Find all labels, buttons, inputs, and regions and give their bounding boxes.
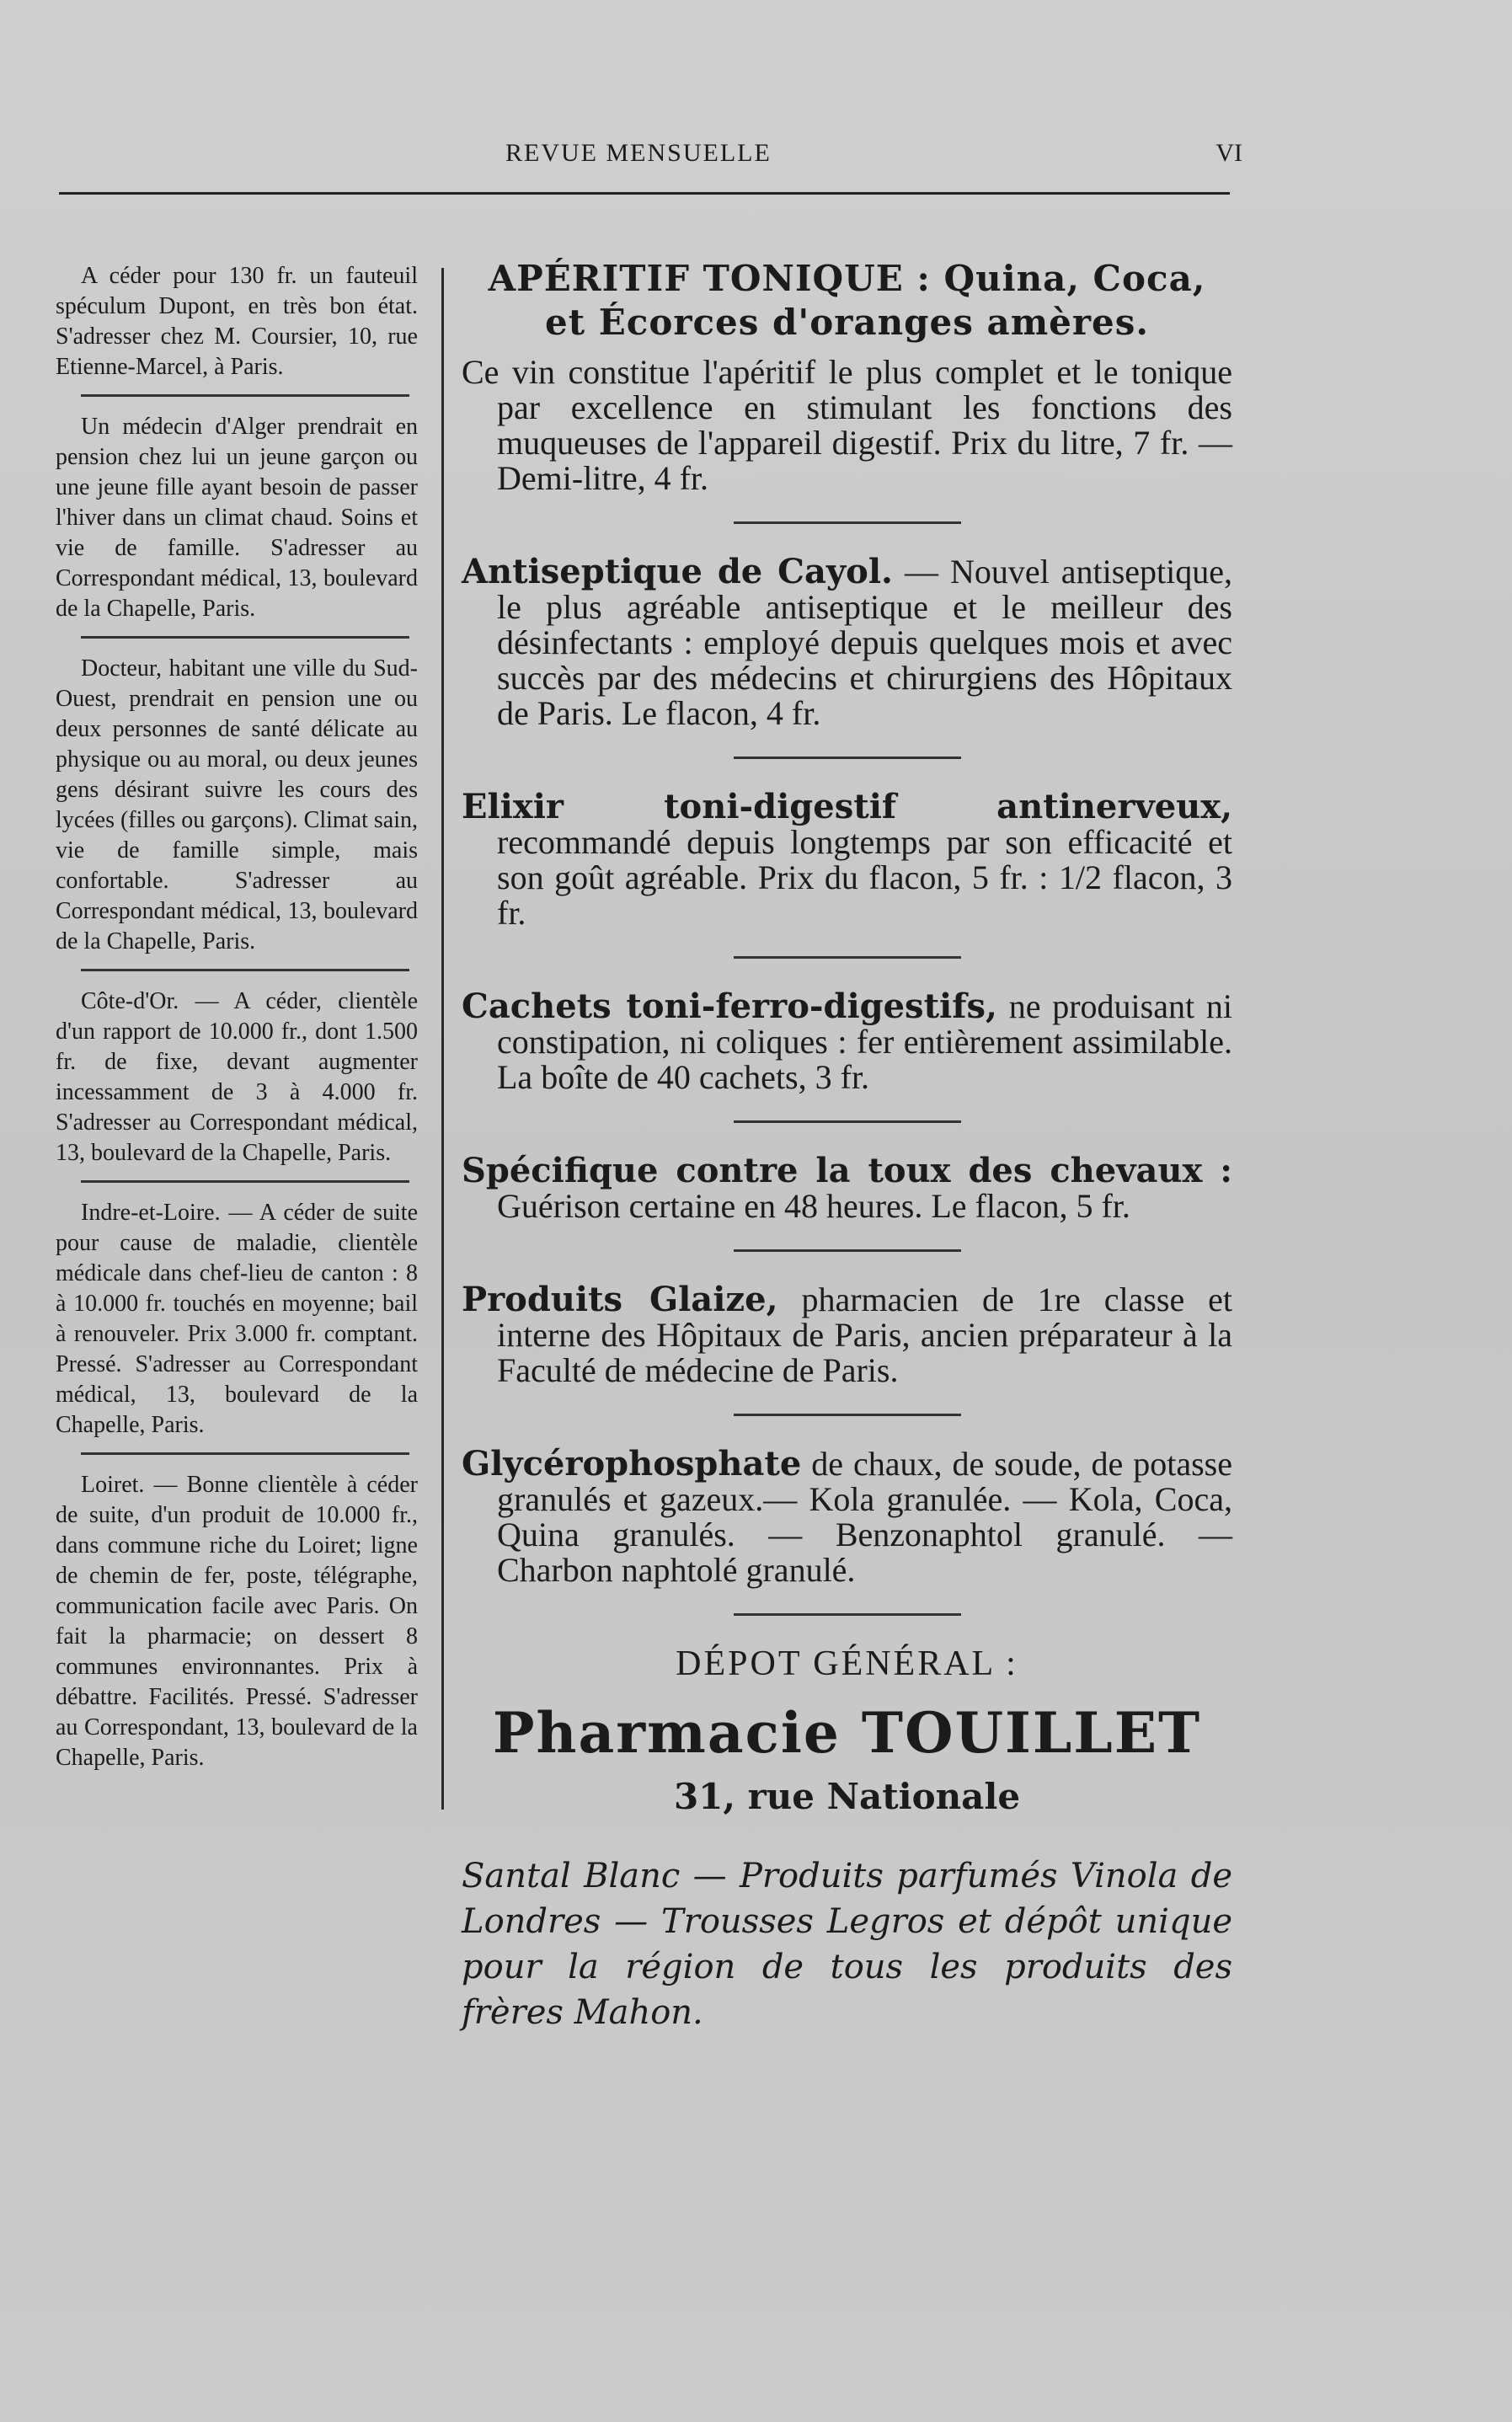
product-ad bbox=[462, 789, 1232, 931]
product-ad bbox=[462, 986, 1233, 1096]
aperitif-title-line: et Écorces d'oranges amères. bbox=[544, 302, 1149, 343]
product-name: Elixir toni-digestif antinerveux, bbox=[462, 787, 1232, 826]
pharmacy-name: Pharmacie TOUILLET bbox=[492, 1700, 1202, 1766]
product-ad bbox=[462, 1282, 1232, 1388]
advertisements-column bbox=[462, 257, 1232, 2069]
product-description: pharmacien de 1re classe et interne des Hôpitaux de Paris, ancien préparateur à la Faculté de médecine de Paris. bbox=[497, 1281, 1233, 1389]
classified-ad: Indre-et-Loire. — A céder de suite pour cause de maladie, clientèle médicale dans chef-lieu de canton : 8 à 10.000 fr. touchés en moyenne; bail à renouveler. Prix 3.000 fr. comptant. Pressé. S'adresser au Correspondant médical, 13, boulevard de la Chapelle, Paris. bbox=[56, 1200, 418, 1438]
aperitif-description: Ce vin constitue l'apéritif le plus complet et le tonique par excellence en stimulant les fonctions des muqueuses de l'appareil digestif. Prix du litre, 7 fr. — Demi-litre, 4 fr. bbox=[462, 353, 1232, 497]
product-name: Cachets toni-ferro-digestifs, bbox=[462, 986, 997, 1026]
page-number: VI bbox=[1215, 139, 1242, 167]
running-title: REVUE MENSUELLE bbox=[505, 139, 772, 167]
ad-separator bbox=[734, 1414, 961, 1416]
classified-ad: Docteur, habitant une ville du Sud-Ouest, prendrait en pension une ou deux personnes de santé délicate au physique ou au moral, ou deux jeunes gens désirant suivre les cours des lycées (filles ou garçons). Climat sain, vie de famille simple, mais confortable. S'adresser au Correspondant médical, 13, boulevard de la Chapelle, Paris. bbox=[56, 655, 418, 954]
classified-ad: A céder pour 130 fr. un fauteuil spéculum Dupont, en très bon état. S'adresser chez M. Coursier, 10, rue Etienne-Marcel, à Paris. bbox=[56, 263, 418, 380]
product-description: ne produisant ni constipation, ni coliques : fer entièrement assimilable. La boîte de 40 cachets, 3 fr. bbox=[497, 987, 1233, 1096]
page-header bbox=[59, 139, 1242, 173]
header-rule bbox=[59, 192, 1230, 195]
ad-separator bbox=[81, 969, 409, 971]
product-ad bbox=[462, 1446, 1232, 1588]
classified-ad: Côte-d'Or. — A céder, clientèle d'un rapport de 10.000 fr., dont 1.500 fr. de fixe, devant augmenter incessamment de 3 à 4.000 fr. S'adresser au Correspondant médical, 13, boulevard de la Chapelle, Paris. bbox=[56, 988, 418, 1166]
ad-separator bbox=[734, 1120, 961, 1123]
product-name: Produits Glaize, bbox=[462, 1280, 778, 1319]
product-description: — Nouvel antiseptique, le plus agréable antiseptique et le meilleur des désinfectants : employé depuis quelques mois et avec succès par des médecins et chirurgiens des Hôpitaux de Paris. Le flacon, 4 fr. bbox=[497, 553, 1232, 732]
column-divider bbox=[441, 268, 444, 1810]
ad-separator bbox=[81, 394, 409, 397]
ad-separator bbox=[734, 1249, 961, 1252]
classified-ads-column bbox=[56, 261, 418, 1780]
product-description: de chaux, de soude, de potasse granulés et gazeux.— Kola granulée. — Kola, Coca, Quina granulés. — Benzonaphtol granulé. — Charbon naphtolé granulé. bbox=[497, 1445, 1232, 1589]
depot-label: DÉPOT GÉNÉRAL : bbox=[676, 1644, 1018, 1683]
product-ad bbox=[462, 1153, 1232, 1224]
pharmacy-products: Santal Blanc — Produits parfumés Vinola de Londres — Trousses Legros et dépôt unique pour la région de tous les produits des frères Mahon. bbox=[462, 1857, 1232, 2032]
classified-ad: Loiret. — Bonne clientèle à céder de suite, d'un produit de 10.000 fr., dans commune riche du Loiret; ligne de chemin de fer, poste, télégraphe, communication facile avec Paris. On fait la pharmacie; on dessert 8 communes environnantes. Prix à débattre. Facilités. Pressé. S'adresser au Correspondant, 13, boulevard de la Chapelle, Paris. bbox=[56, 1472, 418, 1771]
pharmacy-address: 31, rue Nationale bbox=[673, 1776, 1021, 1817]
aperitif-title-line: APÉRITIF TONIQUE : Quina, Coca, bbox=[488, 258, 1206, 299]
product-description: Guérison certaine en 48 heures. Le flacon, 5 fr. bbox=[497, 1187, 1130, 1225]
product-name: Glycérophosphate bbox=[462, 1444, 802, 1484]
ad-separator bbox=[734, 757, 961, 759]
ad-separator bbox=[81, 1180, 409, 1183]
product-name: Antiseptique de Cayol. bbox=[462, 552, 893, 591]
ad-separator bbox=[734, 1613, 961, 1616]
aperitif-title bbox=[462, 257, 1232, 345]
product-description: recommandé depuis longtemps par son efficacité et son goût agréable. Prix du flacon, 5 fr. : 1/2 flacon, 3 fr. bbox=[497, 823, 1232, 932]
ad-separator bbox=[81, 1452, 409, 1455]
ad-separator bbox=[734, 521, 961, 524]
ad-separator bbox=[81, 636, 409, 639]
product-ad bbox=[462, 554, 1232, 731]
product-name: Spécifique contre la toux des chevaux : bbox=[462, 1151, 1232, 1190]
classified-ad: Un médecin d'Alger prendrait en pension chez lui un jeune garçon ou une jeune fille ayant besoin de passer l'hiver dans un climat chaud. Soins et vie de famille. S'adresser au Correspondant médical, 13, boulevard de la Chapelle, Paris. bbox=[56, 414, 418, 622]
ad-separator bbox=[734, 956, 961, 959]
